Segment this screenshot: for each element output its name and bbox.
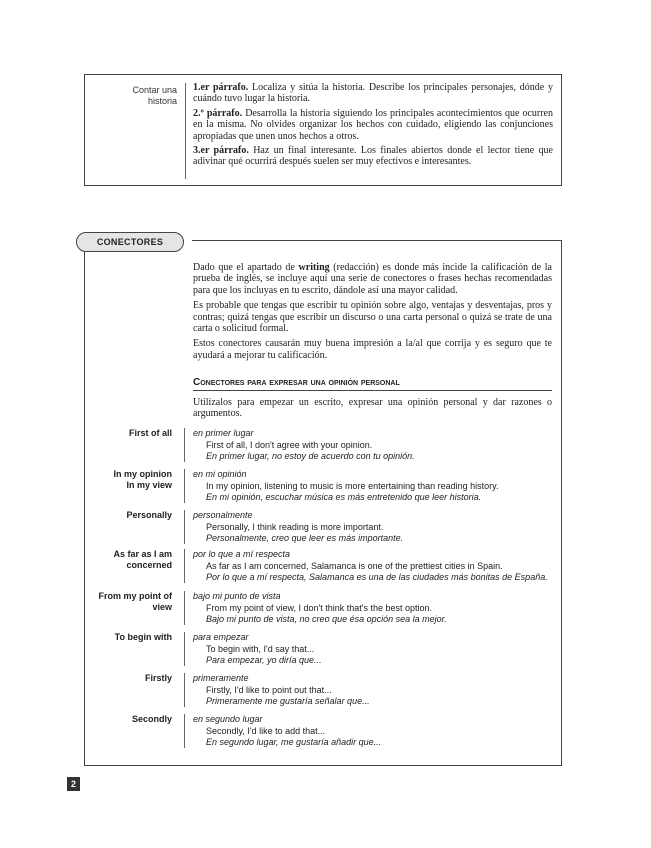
paragraph-1 bbox=[193, 82, 553, 105]
entry-example-es: Por lo que a mí respecta, Salamanca es una de las ciudades más bonitas de España. bbox=[206, 572, 548, 582]
intro-paragraph-2: Es probable que tengas que escribir tu opinión sobre algo, ventajas y desventajas, pros y contras; quizá tengas que escribir un discurso o una carta personal o quizá se trate de una carta o solicitud formal. bbox=[193, 300, 552, 335]
entry-body bbox=[193, 428, 558, 463]
divider-line bbox=[185, 83, 186, 179]
entry-term bbox=[84, 510, 172, 521]
term-line2: view bbox=[152, 602, 172, 612]
entry-term bbox=[84, 469, 172, 491]
entry-translation: primeramente bbox=[193, 673, 249, 683]
entry-translation: en segundo lugar bbox=[193, 714, 263, 724]
entry-example-en: Personally, I think reading is more important. bbox=[206, 521, 384, 532]
section-description: Utilízalos para empezar un escrito, expresar una opinión personal y dar razones o argumentos. bbox=[193, 397, 552, 420]
term-line2: concerned bbox=[126, 560, 172, 570]
entry-translation: bajo mi punto de vista bbox=[193, 591, 281, 601]
entry-divider bbox=[184, 591, 185, 625]
entry-divider bbox=[184, 549, 185, 583]
paragraph-1-lead: 1.er párrafo. bbox=[193, 82, 249, 93]
entry-example-en: From my point of view, I don't think that's the best option. bbox=[206, 602, 433, 613]
page-number: 2 bbox=[67, 777, 80, 791]
entry-term bbox=[84, 591, 172, 613]
story-label-line2: historia bbox=[147, 96, 177, 106]
entry-divider bbox=[184, 673, 185, 707]
entry-example-es: En mi opinión, escuchar música es más entretenido que leer historia. bbox=[206, 492, 482, 502]
entry-divider bbox=[184, 428, 185, 462]
intro-p1-end: (redacción) es donde más incide la calificación de la prueba de inglés, se incluye aquí una serie de conectores o frases hechas recomendadas para que los incluyas en tu escrito, dándole así una mayor calidad. bbox=[193, 262, 552, 296]
entry-translation: para empezar bbox=[193, 632, 249, 642]
section-heading: Conectores para expresar una opinión personal bbox=[193, 377, 552, 391]
entry-body bbox=[193, 591, 558, 626]
term-line1: As far as I am bbox=[113, 549, 172, 559]
entry-body bbox=[193, 632, 558, 667]
entry-example-en: As far as I am concerned, Salamanca is one of the prettiest cities in Spain. bbox=[206, 560, 503, 571]
entry-term bbox=[84, 549, 172, 571]
entry-example-es: Primeramente me gustaría señalar que... bbox=[206, 696, 370, 706]
intro-paragraph-3: Estos conectores causarán muy buena impresión a la/al que corrija y es seguro que te ayudará a mejorar tu calificación. bbox=[193, 338, 552, 361]
term-line2: In my view bbox=[126, 480, 172, 490]
entry-example-en: In my opinion, listening to music is more entertaining than reading history. bbox=[206, 480, 499, 491]
entry-divider bbox=[184, 632, 185, 666]
paragraph-3-text: Haz un final interesante. Los finales abiertos donde el lector tiene que adivinar qué ocurrirá después suelen ser muy efectivos e interesantes. bbox=[193, 145, 553, 168]
intro-p1-start: Dado que el apartado de bbox=[193, 262, 299, 273]
term-line1: In my opinion bbox=[113, 469, 172, 479]
entry-term bbox=[84, 714, 172, 725]
story-box-label bbox=[85, 85, 177, 107]
term-line1: To begin with bbox=[114, 632, 172, 642]
connectors-tab: CONECTORES bbox=[76, 232, 184, 252]
entry-translation: en mi opinión bbox=[193, 469, 247, 479]
term-line1: Secondly bbox=[131, 714, 172, 724]
paragraph-2-lead: 2.º párrafo. bbox=[193, 107, 243, 119]
entry-example-en: Secondly, I'd like to add that... bbox=[206, 725, 326, 736]
entry-example-en: Firstly, I'd like to point out that... bbox=[206, 684, 332, 695]
entry-translation: personalmente bbox=[193, 510, 253, 520]
intro-paragraph-1 bbox=[193, 262, 552, 296]
term-line1: Firstly bbox=[144, 673, 172, 683]
entry-example-es: En segundo lugar, me gustaría añadir que... bbox=[206, 737, 382, 747]
intro-p1-bold: writing bbox=[298, 262, 330, 273]
story-label-line1: Contar una bbox=[132, 85, 177, 95]
entry-body bbox=[193, 510, 558, 545]
entry-term bbox=[84, 632, 172, 643]
entry-term bbox=[84, 673, 172, 684]
entry-example-en: First of all, I don't agree with your opinion. bbox=[206, 439, 373, 450]
entry-divider bbox=[184, 469, 185, 503]
story-box bbox=[84, 74, 562, 186]
entry-example-es: Bajo mi punto de vista, no creo que ésa opción sea la mejor. bbox=[206, 614, 447, 624]
entry-body bbox=[193, 469, 558, 504]
term-line1: First of all bbox=[128, 428, 172, 438]
tab-gap bbox=[184, 240, 192, 241]
paragraph-2-text: Desarrolla la historia siguiendo los principales acontecimientos que ocurren en la misma. No olvides organizar los hechos con cuidado, eligiendo las conjunciones apropiadas que unen unos hechos a otros. bbox=[193, 107, 553, 142]
entry-example-es: Para empezar, yo diría que... bbox=[206, 655, 322, 665]
entry-translation: en primer lugar bbox=[193, 428, 254, 438]
entry-body bbox=[193, 714, 558, 749]
term-line1: Personally bbox=[126, 510, 172, 520]
paragraph-3 bbox=[193, 145, 553, 168]
paragraph-2 bbox=[193, 108, 553, 142]
paragraph-1-text: Localiza y sitúa la historia. Describe los principales personajes, dónde y cuándo tuvo lugar la historia. bbox=[193, 82, 553, 105]
connectors-intro bbox=[193, 262, 552, 365]
entry-divider bbox=[184, 510, 185, 544]
paragraph-3-lead: 3.er párrafo. bbox=[193, 145, 249, 157]
entry-body bbox=[193, 549, 558, 584]
story-box-content bbox=[193, 82, 553, 171]
entry-example-es: Personalmente, creo que leer es más importante. bbox=[206, 533, 404, 543]
entry-example-es: En primer lugar, no estoy de acuerdo con tu opinión. bbox=[206, 451, 415, 461]
term-line1: From my point of bbox=[98, 591, 172, 601]
entry-divider bbox=[184, 714, 185, 748]
entry-body bbox=[193, 673, 558, 708]
entry-translation: por lo que a mí respecta bbox=[193, 549, 291, 559]
entry-example-en: To begin with, I'd say that... bbox=[206, 643, 315, 654]
entry-term bbox=[84, 428, 172, 439]
